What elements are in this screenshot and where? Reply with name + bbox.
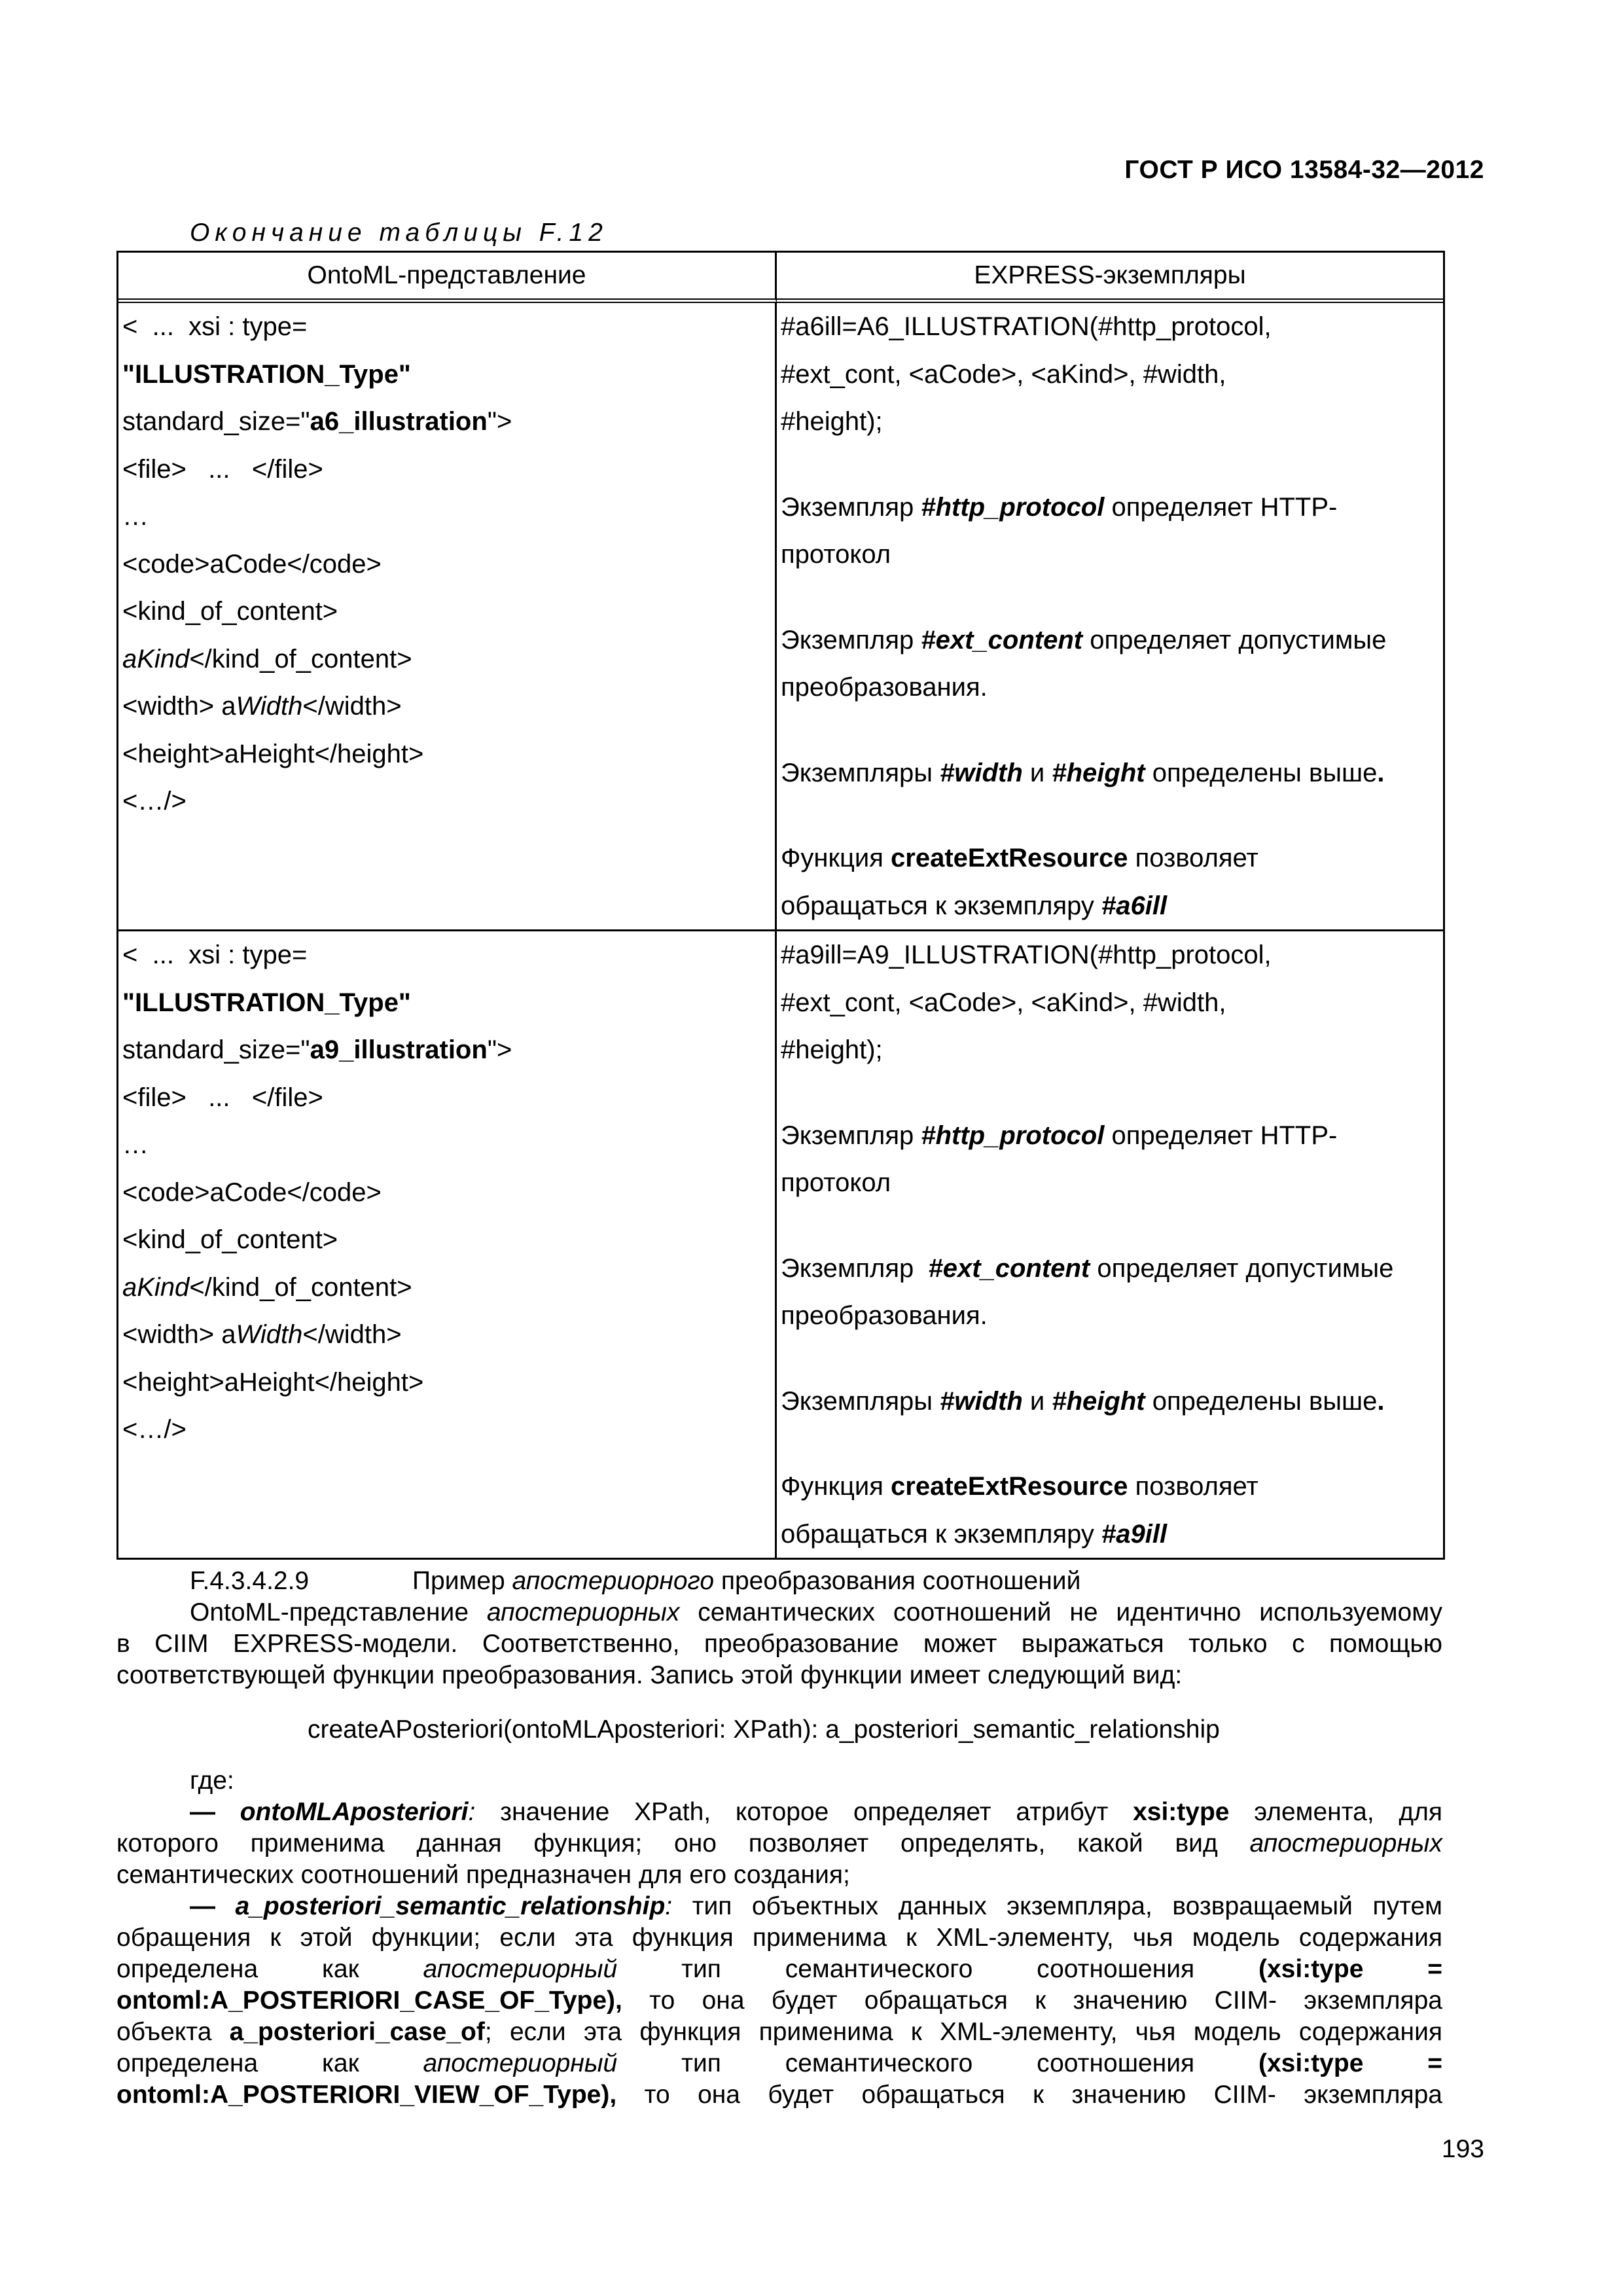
ontoml-cell bbox=[118, 303, 777, 931]
express-cell bbox=[777, 303, 1443, 931]
code-line: standard_size="a9_illustration"> bbox=[122, 1035, 512, 1064]
code-line: standard_size="a6_illustration"> bbox=[122, 407, 512, 436]
express-line: обращаться к экземпляру #a9ill bbox=[781, 1519, 1168, 1549]
express-line: Экземпляр #http_protocol определяет HTTP- bbox=[781, 1121, 1338, 1150]
code-line: … bbox=[122, 502, 149, 531]
express-line: преобразования. bbox=[781, 673, 988, 702]
express-line: #a6ill=A6_ILLUSTRATION(#http_protocol, bbox=[781, 312, 1272, 341]
express-line: #height); bbox=[781, 1035, 883, 1064]
section-heading: F.4.3.4.2.9 Пример апостериорного преобразования соотношений bbox=[116, 1566, 1442, 1597]
code-line: aKind</kind_of_content> bbox=[122, 644, 412, 673]
ontoml-cell bbox=[118, 931, 777, 1558]
express-line: Функция createExtResource позволяет bbox=[781, 1472, 1258, 1501]
express-line: преобразования. bbox=[781, 1301, 988, 1330]
code-line: <file> ... </file> bbox=[122, 454, 323, 484]
paragraph: OntoML-представление апостериорных семантических соотношений не идентично используемому в CIIM EXPRESS-модели. Соответственно, преобразование может выражаться только с помощью соответствующей функции преобразования. Запись этой функции имеет следующий вид: bbox=[116, 1598, 1442, 1689]
column-header-express: EXPRESS-экземпляры bbox=[777, 253, 1443, 303]
column-header-ontoml: OntoML-представление bbox=[118, 253, 777, 303]
function-signature: createAPosteriori(ontoMLAposteriori: XPath): a_posteriori_semantic_relationship bbox=[308, 1715, 1220, 1744]
express-line: #ext_cont, <aCode>, <aKind>, #width, bbox=[781, 988, 1226, 1017]
code-line: < ... xsi : type= bbox=[122, 941, 308, 969]
express-line: Экземпляры #width и #height определены выше. bbox=[781, 758, 1385, 787]
code-line: <height>aHeight</height> bbox=[122, 739, 424, 768]
page-number: 193 bbox=[1441, 2135, 1484, 2163]
code-line: "ILLUSTRATION_Type" bbox=[122, 988, 411, 1017]
express-cell bbox=[777, 931, 1443, 1558]
where-label: где: bbox=[190, 1767, 234, 1795]
code-line: <width> aWidth</width> bbox=[122, 692, 402, 721]
code-line: <code>aCode</code> bbox=[122, 549, 382, 579]
section-number: F.4.3.4.2.9 bbox=[190, 1567, 310, 1595]
mapping-table bbox=[116, 251, 1445, 1560]
table-header-row bbox=[118, 253, 1443, 303]
express-line: Экземпляры #width и #height определены выше. bbox=[781, 1386, 1385, 1416]
express-line: #height); bbox=[781, 407, 883, 436]
table-row bbox=[118, 931, 1443, 1558]
express-line: обращаться к экземпляру #a6ill bbox=[781, 891, 1168, 920]
express-line: Экземпляр #http_protocol определяет HTTP- bbox=[781, 492, 1338, 522]
express-line: Экземпляр #ext_content определяет допустимые bbox=[781, 625, 1387, 655]
code-line: < ... xsi : type= bbox=[122, 312, 308, 341]
table-row bbox=[118, 303, 1443, 931]
express-line: Экземпляр #ext_content определяет допустимые bbox=[781, 1253, 1394, 1283]
express-line: протокол bbox=[781, 540, 891, 569]
code-line: <…/> bbox=[122, 1415, 187, 1444]
code-line: <file> ... </file> bbox=[122, 1083, 323, 1112]
code-line: <kind_of_content> bbox=[122, 1225, 338, 1254]
definition-item: — ontoMLAposteriori: значение XPath, которое определяет атрибут xsi:type элемента, для которого применима данная функция; оно позволяет определять, какой вид апостериорных семантических соотношений предназначен для его создания; bbox=[116, 1798, 1443, 1889]
table-caption: Окончание таблицы F.12 bbox=[190, 219, 608, 247]
express-line: Функция createExtResource позволяет bbox=[781, 844, 1258, 872]
code-line: … bbox=[122, 1130, 149, 1159]
code-line: aKind</kind_of_content> bbox=[122, 1272, 412, 1302]
definition-item: — a_posteriori_semantic_relationship: тип объектных данных экземпляра, возвращаемый путем обращения к этой функции; если эта функция применима к XML-элементу, чья модель содержания определена как апостериорный тип семантического соотношения (xsi:type = ontoml:A_POSTERIORI_CASE_OF_Type), то она будет обращаться к значению CIIM- экземпляра объекта a_posteriori_case_of; если эта функция применима к XML-элементу, чья модель содержания определена как апостериорный тип семантического соотношения (xsi:type = ontoml:A_POSTERIORI_VIEW_OF_Type), то она будет обращаться к значению CIIM- экземпляра bbox=[116, 1892, 1443, 2109]
code-line: <height>aHeight</height> bbox=[122, 1367, 424, 1397]
code-line: <kind_of_content> bbox=[122, 597, 338, 626]
express-line: #ext_cont, <aCode>, <aKind>, #width, bbox=[781, 359, 1226, 389]
express-line: #a9ill=A9_ILLUSTRATION(#http_protocol, bbox=[781, 941, 1272, 969]
standard-header: ГОСТ Р ИСО 13584-32—2012 bbox=[1124, 156, 1484, 184]
code-line: <…/> bbox=[122, 787, 187, 816]
code-line: <code>aCode</code> bbox=[122, 1177, 382, 1207]
code-line: "ILLUSTRATION_Type" bbox=[122, 359, 411, 389]
code-line: <width> aWidth</width> bbox=[122, 1320, 402, 1349]
express-line: протокол bbox=[781, 1168, 891, 1197]
